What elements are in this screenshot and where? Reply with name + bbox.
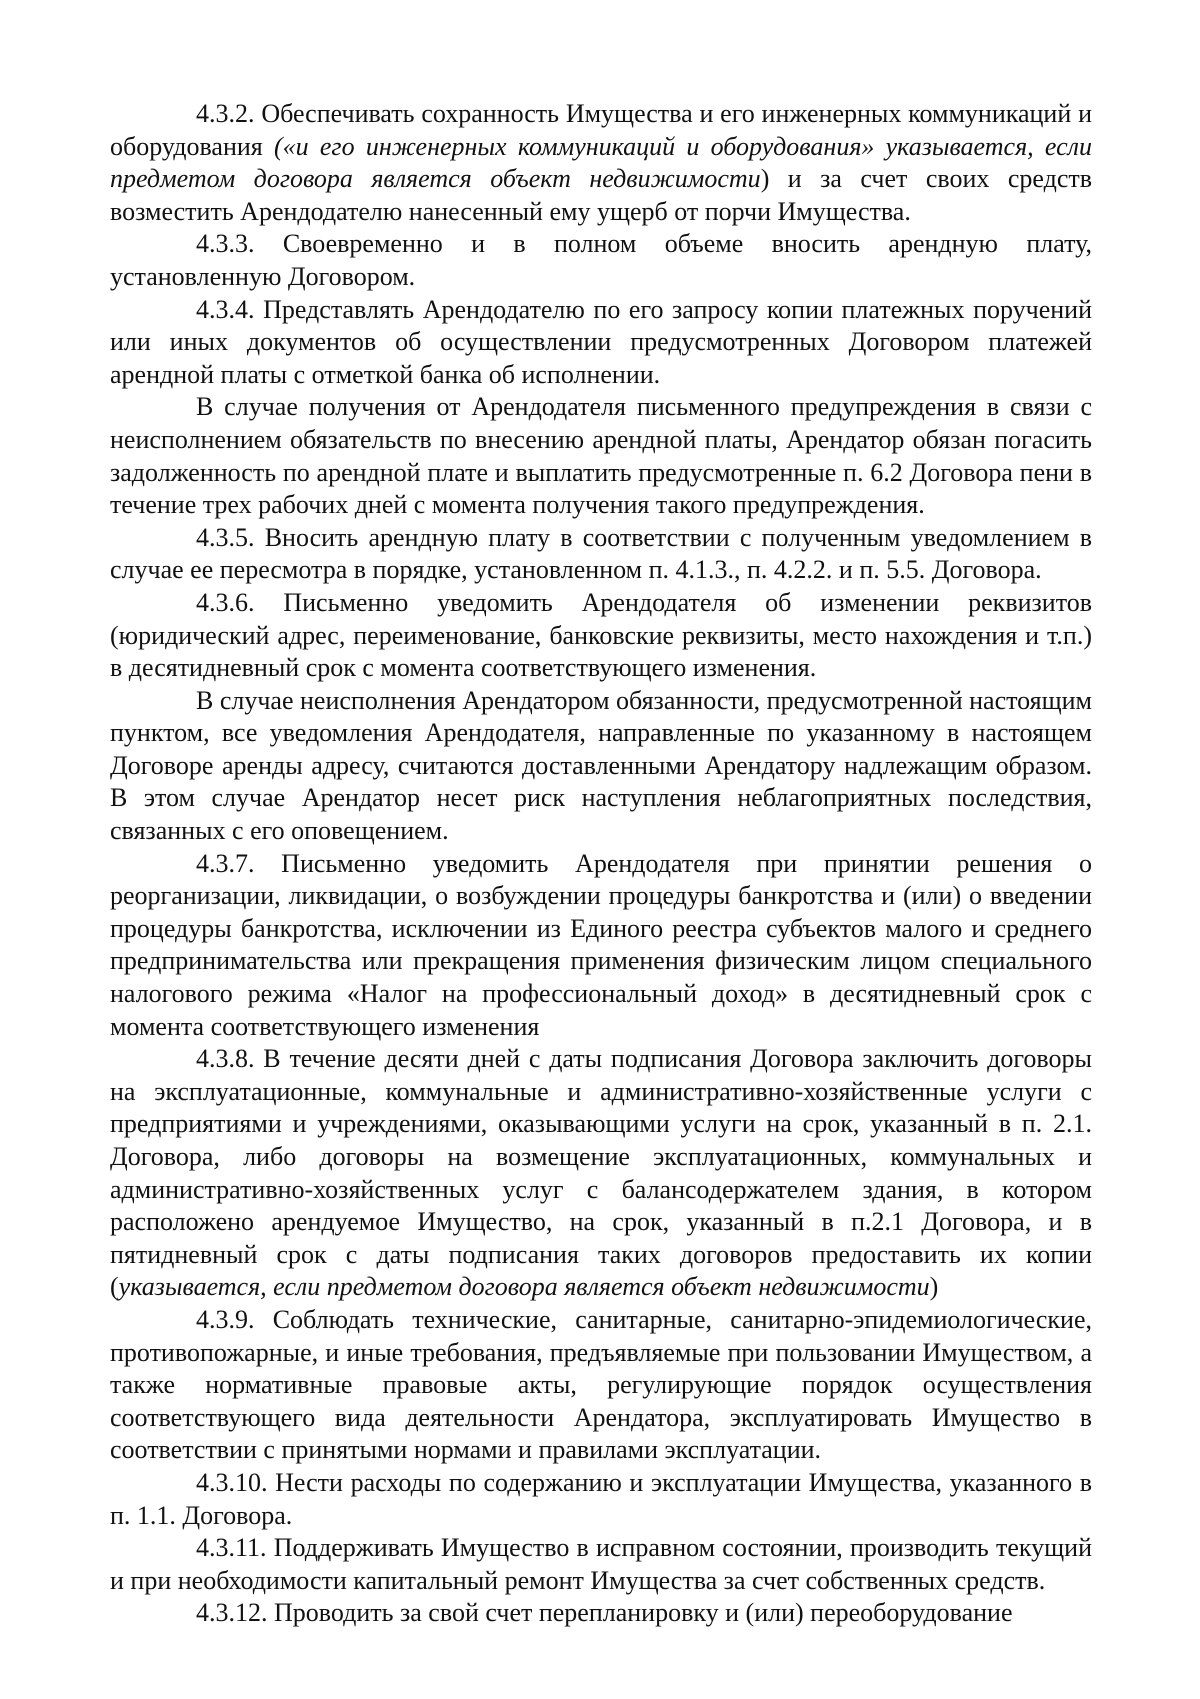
text-run: 4.3.10. Нести расходы по содержанию и эксплуатации Имущества, указанного в п. 1.1. Договора. — [110, 1467, 1092, 1530]
paragraph-p-4-3-6 — [110, 587, 1092, 685]
text-run: 4.3.4. Представлять Арендодателю по его запросу копии платежных поручений или иных документов об осуществлении предусмотренных Договором платежей арендной платы с отметкой банка об исполнении. — [110, 294, 1092, 389]
text-run: 4.3.3. Своевременно и в полном объеме вносить арендную плату, установленную Договором. — [110, 229, 1092, 291]
paragraph-p-4-3-4-b — [110, 391, 1092, 521]
text-run: В случае получения от Арендодателя письменного предупреждения в связи с неисполнением обязательств по внесению арендной платы, Арендатор обязан погасить задолженность по арендной плате и выплатить предусмотренные п. 6.2 Договора пени в течение трех рабочих дней с момента получения такого предупреждения. — [110, 392, 1092, 520]
text-run: 4.3.2. Обеспечивать сохранность Имущества и его инженерных коммуникаций и оборудования — [110, 99, 1092, 161]
paragraph-p-4-3-3 — [110, 228, 1092, 293]
text-run: ) и за счет своих средств возместить Арендодателю нанесенный ему ущерб от порчи Имущества. — [110, 164, 1093, 226]
paragraph-p-4-3-4 — [110, 294, 1092, 392]
paragraph-p-4-3-9 — [110, 1304, 1092, 1467]
paragraph-p-4-3-12 — [110, 1597, 1092, 1630]
document-body — [110, 98, 1092, 1630]
text-run: В случае неисполнения Арендатором обязанности, предусмотренной настоящим пунктом, все уведомления Арендодателя, направленные по указанному в настоящем Договоре аренды адресу, считаются доставленными Арендатору надлежащим образом. В этом случае Арендатор несет риск наступления неблагоприятных последствия, связанных с его оповещением. — [110, 685, 1092, 846]
text-run: 4.3.8. В течение десяти дней с даты подписания Договора заключить договоры на эксплуатационные, коммунальные и административно-хозяйственные услуги с предприятиями и учреждениями, оказывающими услуги на срок, указанный в п. 2.1. Договора, либо договоры на возмещение эксплуатационных, коммунальных и административно-хозяйственных услуг с балансодержателем здания, в котором расположено арендуемое Имущество, на срок, указанный в п.2.1 Договора, и в пятидневный срок с даты подписания таких договоров предоставить их копии ( — [110, 1044, 1092, 1302]
text-run: 4.3.11. Поддерживать Имущество в исправном состоянии, производить текущий и при необходимости капитальный ремонт Имущества за счет собственных средств. — [110, 1533, 1092, 1595]
text-run: 4.3.12. Проводить за свой счет перепланировку и (или) переоборудование — [196, 1598, 1013, 1628]
paragraph-p-4-3-7 — [110, 848, 1092, 1044]
italic-note: («и его инженерных коммуникаций и оборудования» указывается, если предметом договора является объект недвижимости — [110, 131, 1092, 194]
text-run: 4.3.6. Письменно уведомить Арендодателя об изменении реквизитов (юридический адрес, переименование, банковские реквизиты, место нахождения и т.п.) в десятидневный срок с момента соответствующего изменения. — [110, 587, 1092, 683]
paragraph-p-4-3-8 — [110, 1043, 1092, 1304]
text-run: 4.3.7. Письменно уведомить Арендодателя при принятии решения о реорганизации, ликвидации, о возбуждении процедуры банкротства и (или) о введении процедуры банкротства, исключении из Единого реестра субъектов малого и среднего предпринимательства или прекращения применения физическим лицом специального налогового режима «Налог на профессиональный доход» в десятидневный срок с момента соответствующего изменения — [110, 848, 1092, 1041]
text-run: 4.3.9. Соблюдать технические, санитарные, санитарно-эпидемиологические, противопожарные, и иные требования, предъявляемые при пользовании Имуществом, а также нормативные правовые акты, регулирующие порядок осуществления соответствующего вида деятельности Арендатора, эксплуатировать Имущество в соответствии с принятыми нормами и правилами эксплуатации. — [110, 1304, 1092, 1465]
paragraph-p-4-3-5 — [110, 522, 1092, 587]
paragraph-p-4-3-10 — [110, 1467, 1092, 1532]
paragraph-p-4-3-2 — [110, 98, 1092, 228]
text-run: ) — [929, 1272, 939, 1302]
paragraph-p-4-3-11 — [110, 1532, 1092, 1597]
paragraph-p-4-3-6-b — [110, 685, 1092, 848]
italic-note: указывается, если предметом договора является объект недвижимости — [118, 1272, 930, 1302]
text-run: 4.3.5. Вносить арендную плату в соответствии с полученным уведомлением в случае ее пересмотра в порядке, установленном п. 4.1.3., п. 4.2.2. и п. 5.5. Договора. — [110, 522, 1092, 585]
